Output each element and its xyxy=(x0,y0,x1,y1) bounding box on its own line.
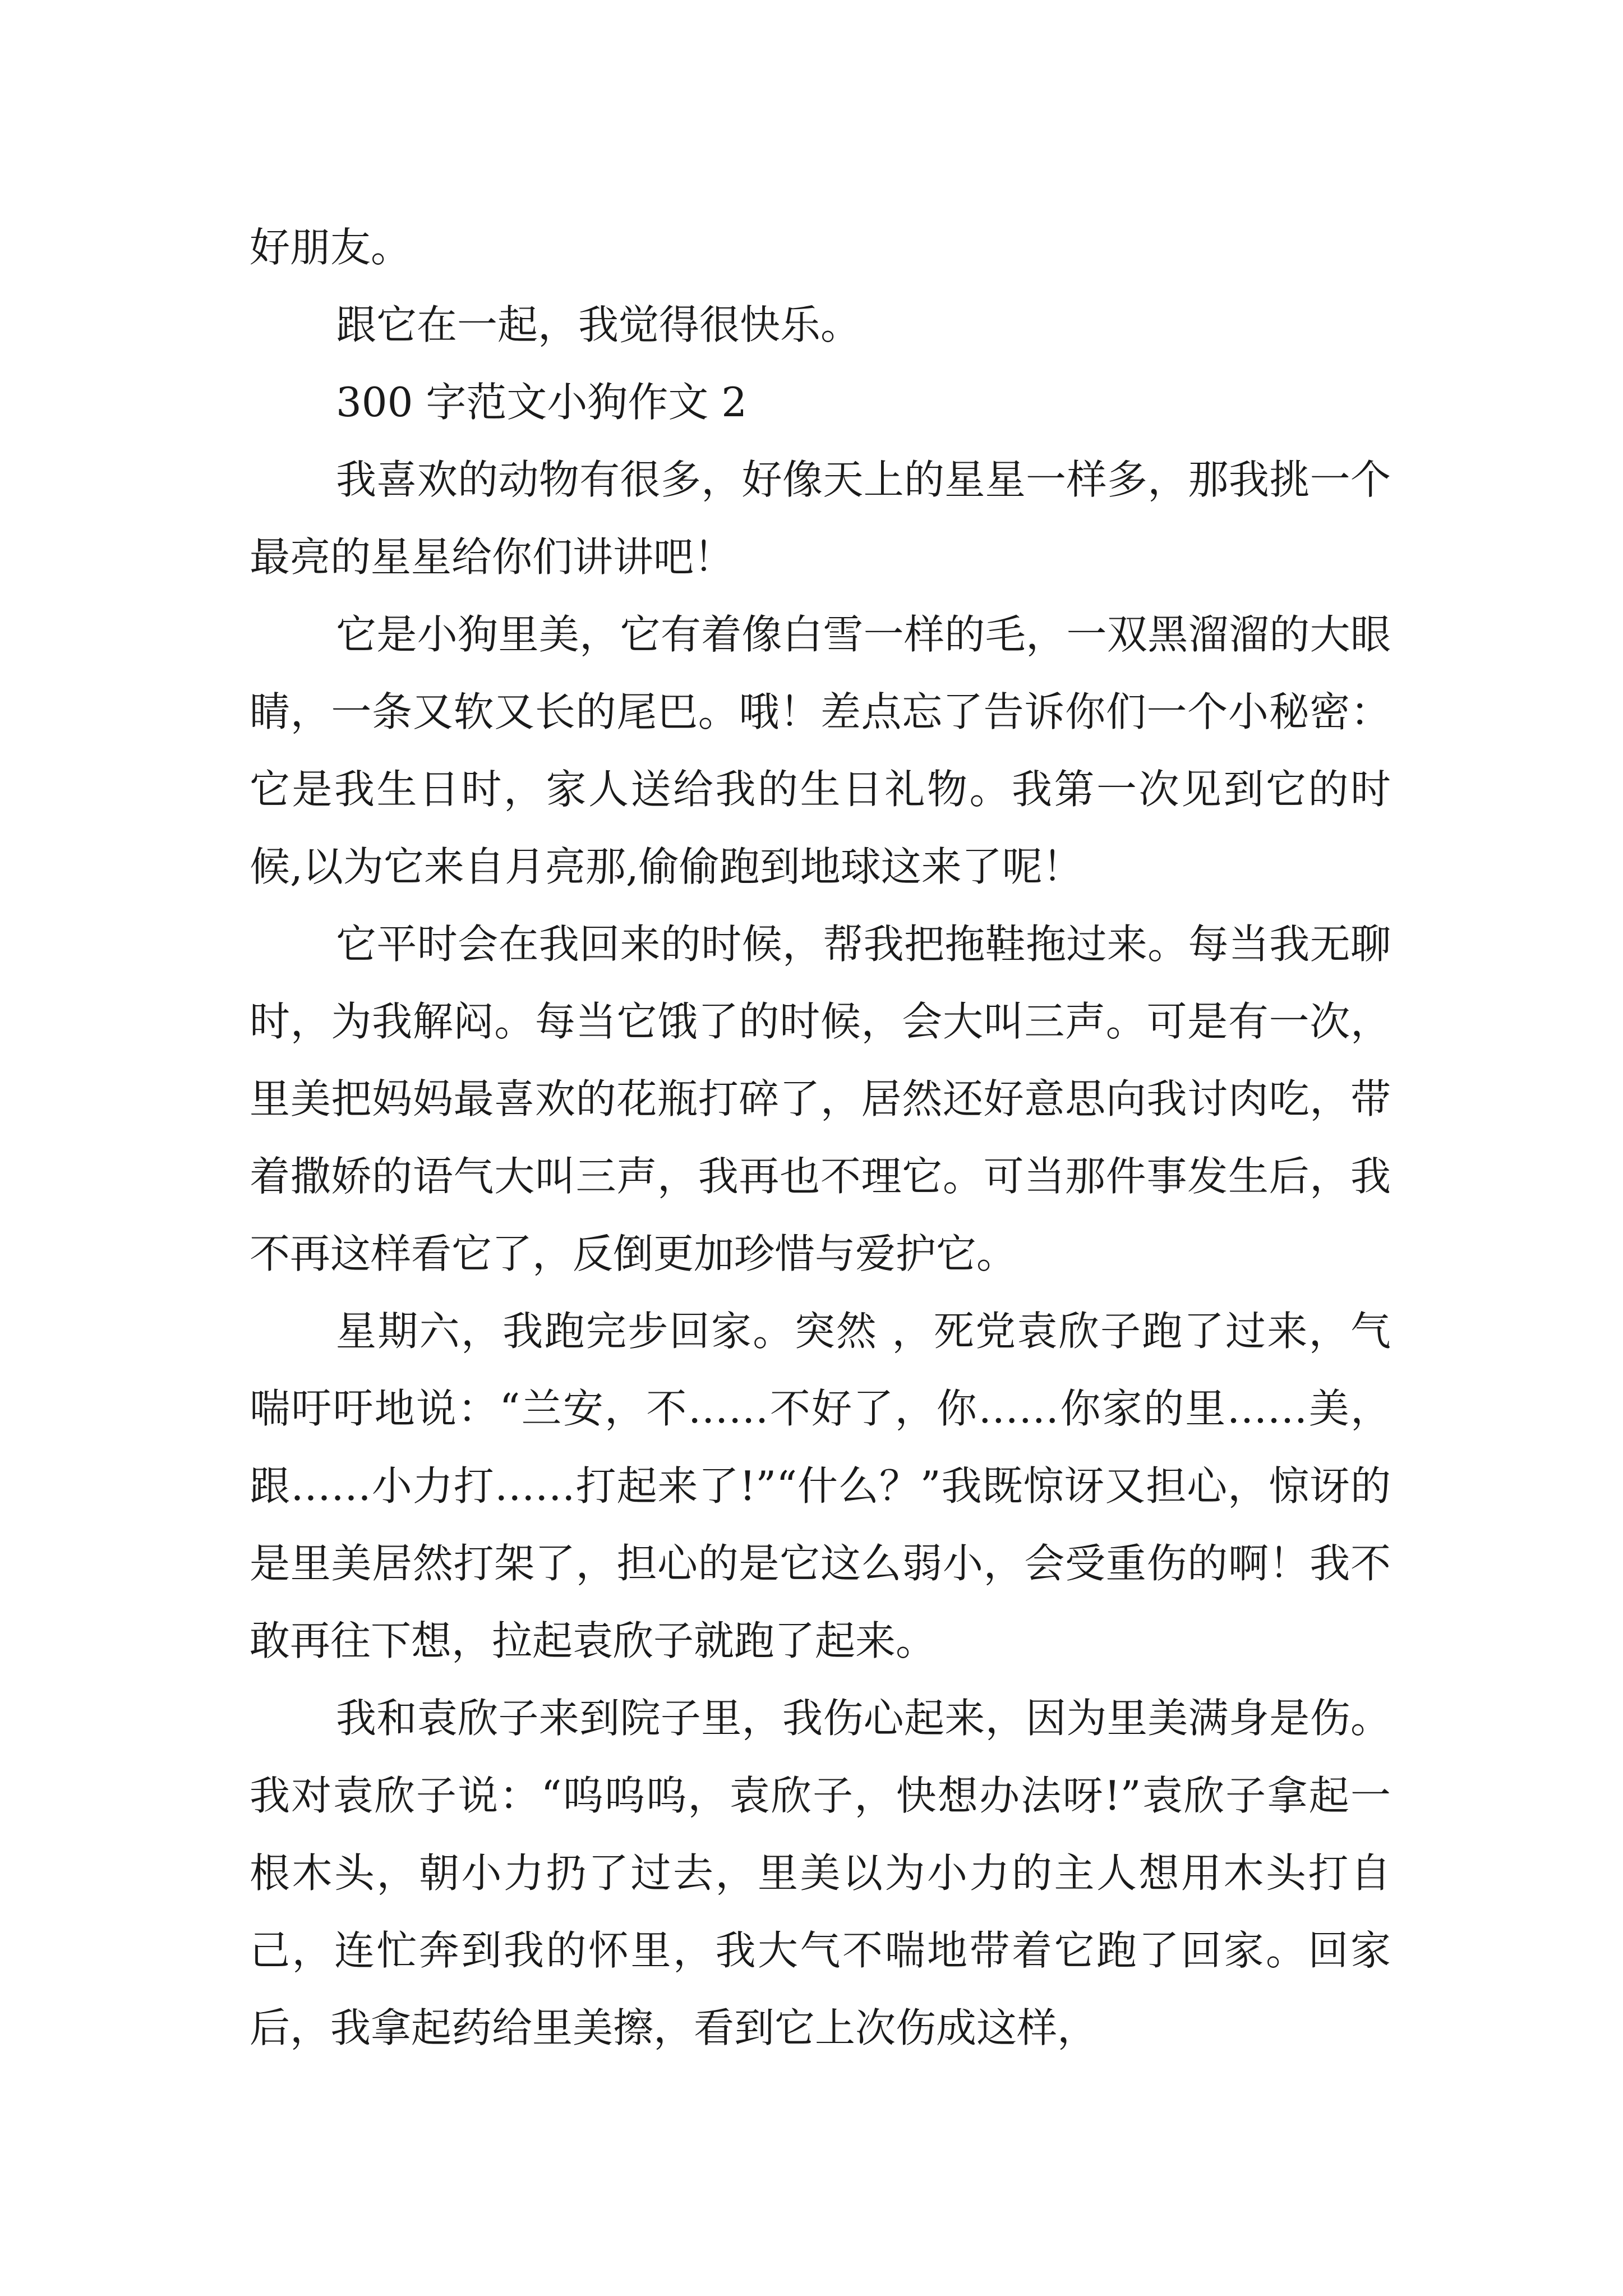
essay-heading: 300 字范文小狗作文 2 xyxy=(336,379,748,426)
paragraph-7: 我和袁欣子来到院子里，我伤心起来，因为里美满身是伤。我对袁欣子说：“呜呜呜，袁欣子，快想办法呀!”袁欣子拿起一根木头，朝小力扔了过去，里美以为小力的主人想用木头打自己，连忙奔到我的怀里，我大气不喘地带着它跑了回家。回家后，我拿起药给里美擦，看到它上次伤成这样， xyxy=(250,1695,1391,2051)
paragraph-6: 星期六，我跑完步回家。突然 ，死党袁欣子跑了过来，气喘吁吁地说：“兰安，不……不好了，你……你家的里……美，跟……小力打……打起来了!”“什么？”我既惊讶又担心，惊讶的是里美居然打架了，担心的是它这么弱小，会受重伤的啊！我不敢再往下想，拉起袁欣子就跑了起来。 xyxy=(250,1308,1391,1664)
paragraph-4: 它是小狗里美，它有着像白雪一样的毛，一双黑溜溜的大眼睛，一条又软又长的尾巴。哦！差点忘了告诉你们一个小秘密：它是我生日时，家人送给我的生日礼物。我第一次见到它的时候,以为它来自月亮那,偷偷跑到地球这来了呢！ xyxy=(250,611,1391,890)
paragraph-5: 它平时会在我回来的时候，帮我把拖鞋拖过来。每当我无聊时，为我解闷。每当它饿了的时候，会大叫三声。可是有一次，里美把妈妈最喜欢的花瓶打碎了，居然还好意思向我讨肉吃，带着撒娇的语气大叫三声，我再也不理它。可当那件事发生后，我不再这样看它了，反倒更加珍惜与爱护它。 xyxy=(250,921,1391,1277)
document-body xyxy=(250,209,1391,2067)
paragraph-3: 我喜欢的动物有很多，好像天上的星星一样多，那我挑一个最亮的星星给你们讲讲吧！ xyxy=(250,456,1391,581)
paragraph-1: 好朋友。 xyxy=(250,224,412,271)
paragraph-2: 跟它在一起，我觉得很快乐。 xyxy=(336,301,861,348)
